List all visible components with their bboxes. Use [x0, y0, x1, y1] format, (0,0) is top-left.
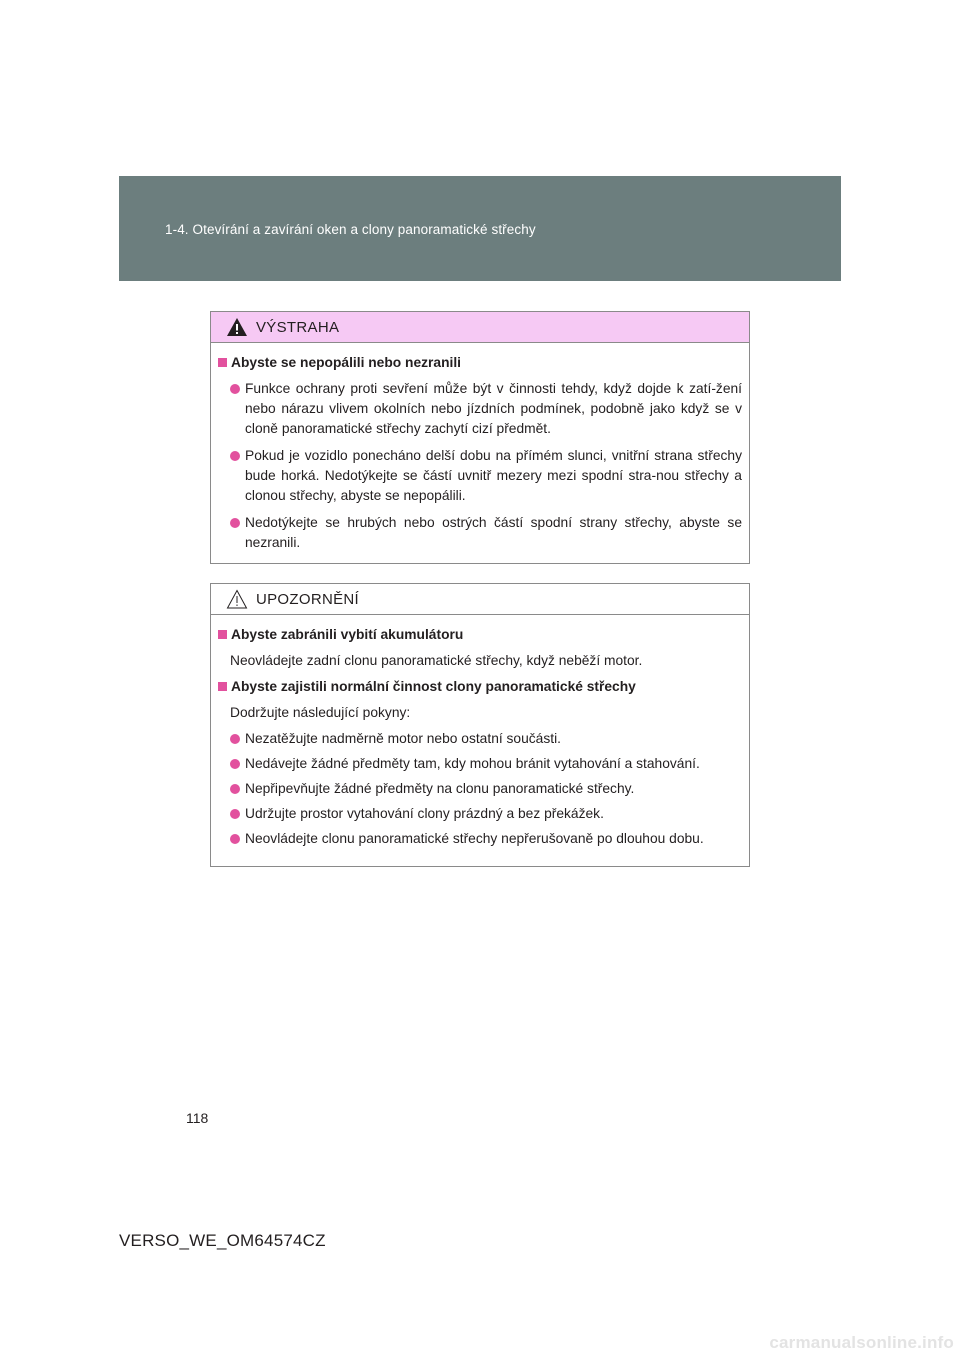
warning-box [210, 311, 750, 564]
caution-section1-text: Neovládejte zadní clonu panoramatické střechy, když neběží motor. [230, 653, 643, 668]
warning-bullet-text: Pokud je vozidlo ponecháno delší dobu na přímém slunci, vnitřní strana střechy bude horká. Nedotýkejte se částí uvnitř mezery mezi spodní stra-nou střechy a clonou střechy, abyste se nepopálili. [245, 448, 742, 503]
caution-bullet [230, 779, 742, 799]
caution-box-body [211, 615, 749, 849]
caution-section-heading [218, 625, 742, 645]
caution-bullet [230, 729, 742, 749]
caution-section2-intro: Dodržujte následující pokyny: [230, 705, 411, 720]
caution-bullet [230, 829, 742, 849]
warning-section-heading [218, 353, 742, 373]
bullet-dot-icon [230, 834, 240, 844]
section-square-icon [218, 682, 227, 691]
warning-triangle-icon [226, 317, 248, 337]
section-square-icon [218, 358, 227, 367]
section-square-icon [218, 630, 227, 639]
caution-bullet-text: Nepřipevňujte žádné předměty na clonu panoramatické střechy. [245, 781, 635, 796]
caution-bullet-text: Neovládejte clonu panoramatické střechy nepřerušovaně po dlouhou dobu. [245, 831, 704, 846]
bullet-dot-icon [230, 809, 240, 819]
document-code: VERSO_WE_OM64574CZ [119, 1231, 326, 1250]
bullet-dot-icon [230, 784, 240, 794]
bullet-dot-icon [230, 451, 240, 461]
caution-bullet [230, 754, 742, 774]
bullet-dot-icon [230, 518, 240, 528]
warning-bullet-text: Nedotýkejte se hrubých nebo ostrých částí spodní strany střechy, abyste se nezranili. [245, 515, 742, 550]
caution-label: UPOZORNĚNÍ [256, 590, 360, 608]
watermark-text: carmanualsonline.info [769, 1333, 954, 1352]
caution-triangle-icon [226, 589, 248, 609]
warning-label: VÝSTRAHA [256, 318, 340, 336]
warning-section-heading-text: Abyste se nepopálili nebo nezranili [231, 355, 461, 370]
caution-bullet-text: Nezatěžujte nadměrně motor nebo ostatní součásti. [245, 731, 561, 746]
caution-bullet-text: Udržujte prostor vytahování clony prázdný a bez překážek. [245, 806, 604, 821]
bullet-dot-icon [230, 759, 240, 769]
warning-box-body [211, 343, 749, 553]
chapter-section-title: 1-4. Otevírání a zavírání oken a clony panoramatické střechy [165, 222, 536, 237]
warning-bullet-text: Funkce ochrany proti sevření může být v činnosti tehdy, když dojde k zatí-žení nebo nárazu vlivem okolních nebo jízdních podmínek, podobně jako když se v cloně panoramatické střechy zachytí cizí předmět. [245, 381, 742, 436]
caution-box-header [211, 584, 749, 615]
caution-bullet [230, 804, 742, 824]
warning-bullet [230, 446, 742, 506]
page-number: 118 [186, 1110, 209, 1126]
chapter-header-band [119, 176, 841, 281]
bullet-dot-icon [230, 734, 240, 744]
caution-bullet-text: Nedávejte žádné předměty tam, kdy mohou bránit vytahování a stahování. [245, 756, 700, 771]
warning-bullet [230, 379, 742, 439]
warning-box-header [211, 312, 749, 343]
warning-bullet [230, 513, 742, 553]
bullet-dot-icon [230, 384, 240, 394]
caution-section2-heading-text: Abyste zajistili normální činnost clony panoramatické střechy [231, 679, 636, 694]
caution-box [210, 583, 750, 867]
caution-section-heading [218, 677, 742, 697]
caution-section1-heading-text: Abyste zabránili vybití akumulátoru [231, 627, 464, 642]
